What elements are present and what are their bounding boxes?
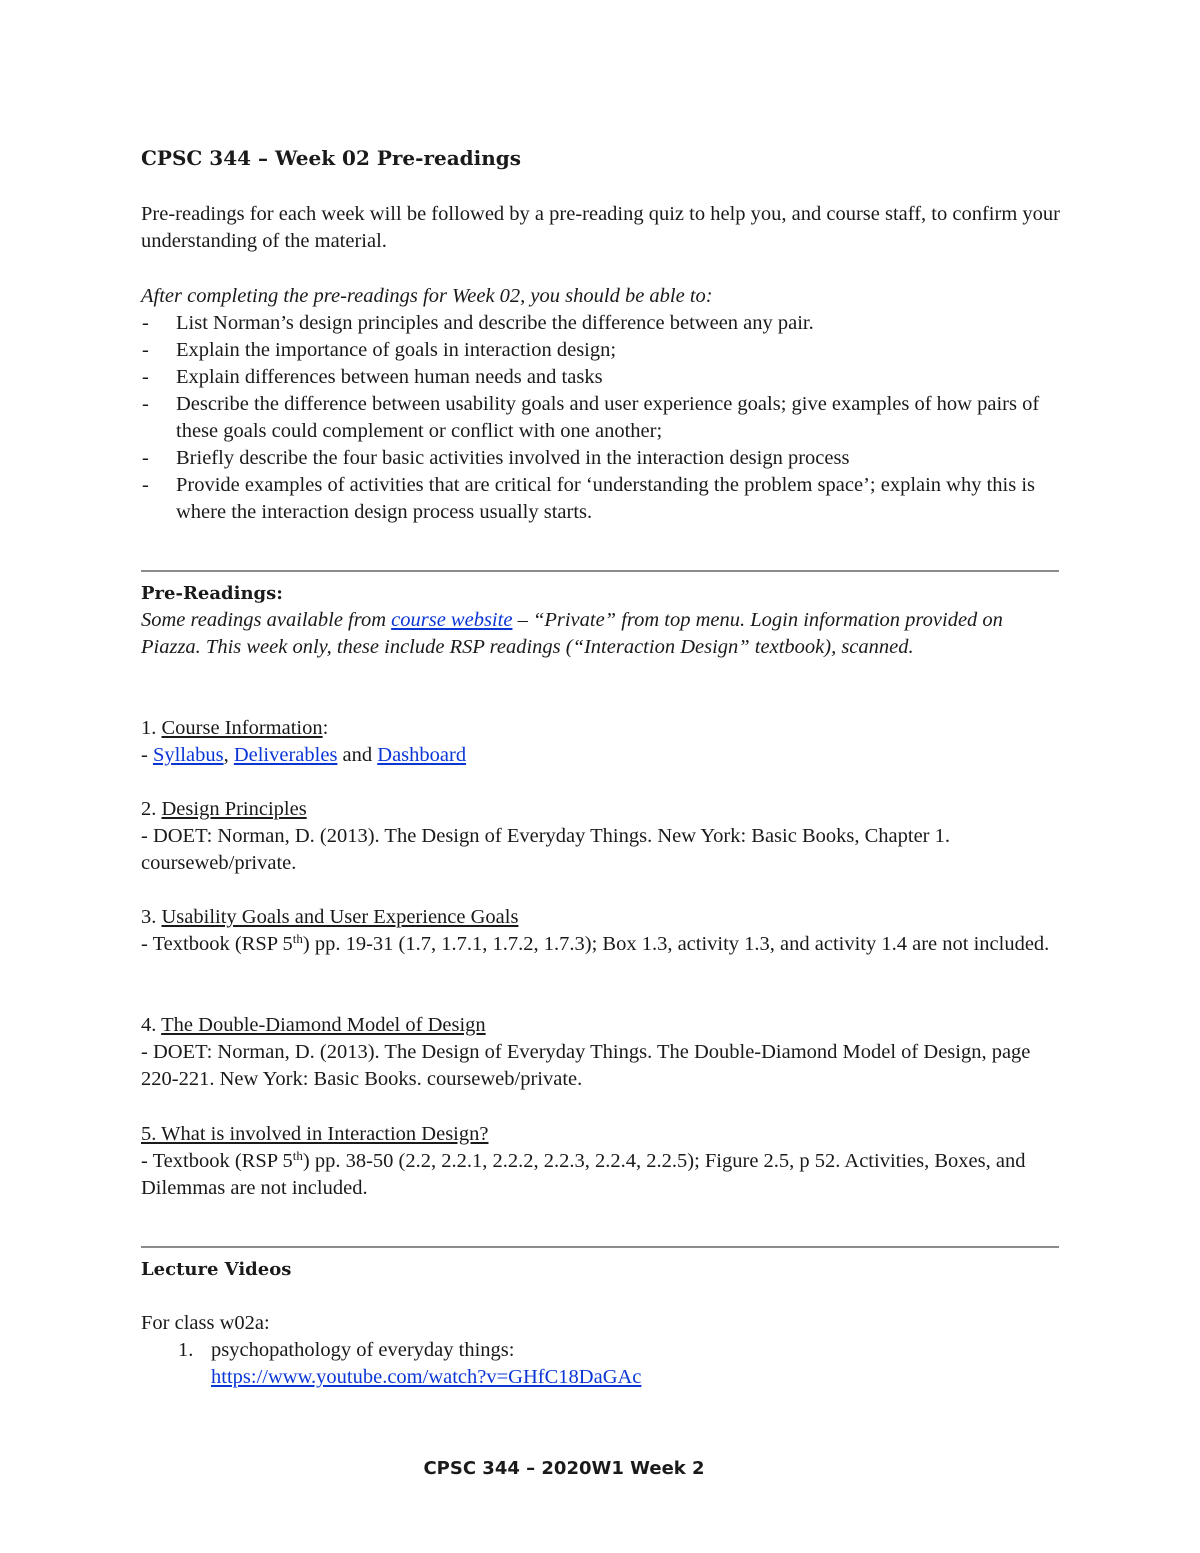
list-dash: - (142, 393, 149, 415)
class-label: For class w02a: (141, 1312, 270, 1334)
objective-item (141, 391, 1061, 445)
reading-number: 3. (141, 906, 162, 928)
objective-text: Briefly describe the four basic activities involved in the interaction design process (176, 447, 850, 469)
video-list (141, 1337, 1061, 1391)
reading-double-diamond (141, 1012, 1061, 1093)
objective-item (141, 310, 1061, 337)
objective-text: Provide examples of activities that are critical for ‘understanding the problem space’; explain why this is where the interaction design process usually starts. (176, 474, 1036, 523)
course-website-link[interactable]: course website (391, 609, 513, 631)
reading-body-text: - Textbook (RSP 5 (141, 933, 293, 955)
objective-text: List Norman’s design principles and describe the difference between any pair. (176, 312, 814, 334)
list-dash: - (142, 312, 149, 334)
superscript: th (292, 931, 303, 946)
reading-number: 1. (141, 717, 162, 739)
reading-course-information (141, 715, 1061, 769)
objective-text: Explain the importance of goals in interaction design; (176, 339, 617, 361)
objective-item (141, 445, 1061, 472)
reading-body-text: ) pp. 38-50 (2.2, 2.2.1, 2.2.2, 2.2.3, 2.2.4, 2.2.5); Figure 2.5, p 52. Activities, Boxes, and Dilemmas are not included. (141, 1150, 1026, 1199)
syllabus-link[interactable]: Syllabus (152, 744, 224, 766)
objective-text: Explain differences between human needs and tasks (176, 366, 603, 388)
objective-item (141, 337, 1061, 364)
objectives-list (141, 310, 1061, 526)
reading-body-text: - Textbook (RSP 5 (141, 1150, 293, 1172)
reading-number: 2. (141, 798, 162, 820)
reading-links-line (141, 742, 1061, 769)
prereadings-note (141, 607, 1061, 661)
section-divider (141, 1246, 1059, 1248)
reading-title-line (141, 904, 1061, 931)
reading-title-line (141, 796, 1061, 823)
reading-body: - DOET: Norman, D. (2013). The Design of Everyday Things. New York: Basic Books, Chapter 1. courseweb/private. (141, 825, 950, 874)
reading-title: Design Principles (161, 798, 307, 820)
reading-body (141, 931, 1061, 958)
list-dash: - (142, 339, 149, 361)
reading-title: 5. What is involved in Interaction Design? (141, 1123, 489, 1145)
objective-item (141, 364, 1061, 391)
intro-paragraph: Pre-readings for each week will be followed by a pre-reading quiz to help you, and course staff, to confirm your understanding of the material. (141, 203, 1060, 252)
reading-title-line (141, 1121, 1061, 1148)
reading-title: Usability Goals and User Experience Goals (161, 906, 519, 928)
reading-title: The Double-Diamond Model of Design (161, 1014, 486, 1036)
objective-item (141, 472, 1061, 526)
reading-design-principles (141, 796, 1061, 877)
list-dash: - (142, 447, 149, 469)
reading-title-line (141, 1012, 1061, 1039)
dashboard-link[interactable]: Dashboard (377, 744, 467, 766)
objectives-heading: After completing the pre-readings for Week 02, you should be able to: (141, 285, 713, 307)
prereadings-heading: Pre-Readings: (141, 583, 283, 604)
reading-body: - DOET: Norman, D. (2013). The Design of Everyday Things. The Double-Diamond Model of Design, page 220-221. New York: Basic Books. courseweb/private. (141, 1041, 1031, 1090)
reading-body-text: ) pp. 19-31 (1.7, 1.7.1, 1.7.2, 1.7.3); Box 1.3, activity 1.3, and activity 1.4 are not included. (302, 933, 1050, 955)
list-dash: - (142, 474, 149, 496)
reading-title: Course Information (161, 717, 323, 739)
note-text: – “Private” from top menu. Login information provided on Piazza. This week only, these include RSP readings (“Interaction Design” textbook), scanned. (141, 609, 1003, 658)
page-footer: CPSC 344 – 2020W1 Week 2 (423, 1458, 705, 1479)
reading-colon: : (322, 717, 329, 739)
lecture-videos-heading: Lecture Videos (141, 1259, 292, 1280)
reading-dash: - (141, 744, 153, 766)
reading-usability-goals (141, 904, 1061, 958)
video-item (141, 1337, 1061, 1391)
reading-body (141, 1148, 1061, 1202)
page-title: CPSC 344 – Week 02 Pre-readings (141, 146, 522, 170)
reading-number: 4. (141, 1014, 162, 1036)
separator: , (223, 744, 234, 766)
deliverables-link[interactable]: Deliverables (233, 744, 338, 766)
note-text: Some readings available from (141, 609, 392, 631)
list-dash: - (142, 366, 149, 388)
video-title: psychopathology of everyday things: (211, 1339, 515, 1361)
conjunction: and (337, 744, 378, 766)
section-divider (141, 570, 1059, 572)
video-number: 1. (178, 1339, 194, 1361)
objective-text: Describe the difference between usability goals and user experience goals; give examples of how pairs of these goals could complement or conflict with one another; (176, 393, 1040, 442)
video-link[interactable]: https://www.youtube.com/watch?v=GHfC18DaGAc (211, 1366, 642, 1388)
reading-title-line (141, 715, 1061, 742)
reading-interaction-design (141, 1121, 1061, 1202)
superscript: th (292, 1148, 303, 1163)
